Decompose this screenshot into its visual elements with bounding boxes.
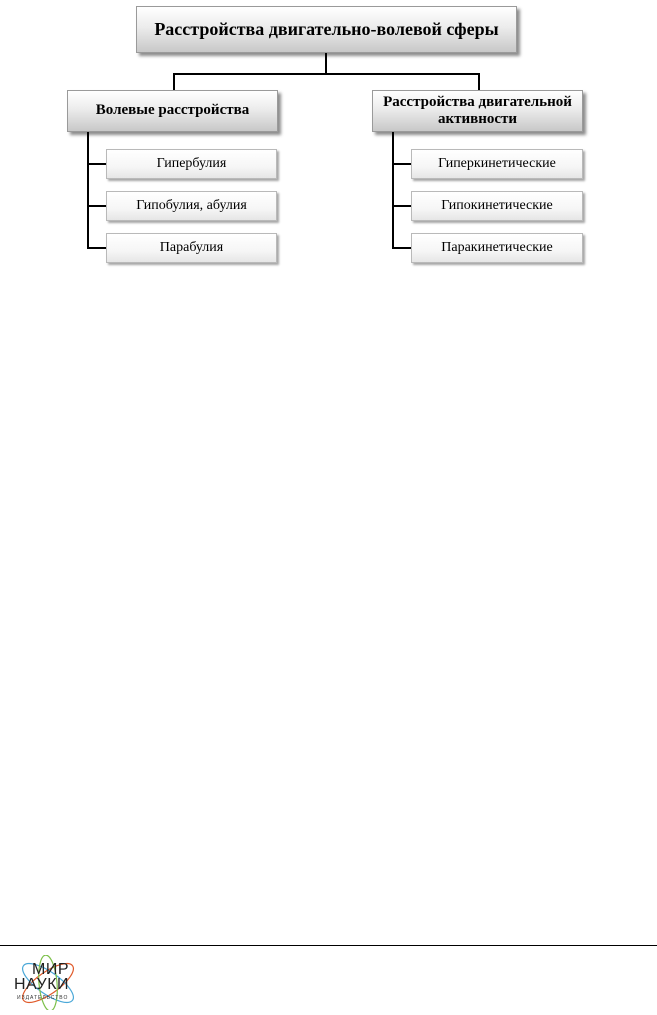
logo-word-top: МИР bbox=[32, 961, 69, 978]
leaf-node: Паракинетические bbox=[411, 233, 583, 263]
leaf-node: Парабулия bbox=[106, 233, 277, 263]
footer-divider bbox=[0, 945, 657, 946]
logo-word-main: НАУКИ bbox=[14, 976, 70, 993]
leaf-node: Гиперкинетические bbox=[411, 149, 583, 179]
publisher-logo bbox=[10, 955, 90, 1010]
branch-node-motor-activity: Расстройства двигательной активности bbox=[372, 90, 583, 132]
leaf-node: Гипокинетические bbox=[411, 191, 583, 221]
logo-word-sub: ИЗДАТЕЛЬСТВО bbox=[17, 995, 69, 1001]
leaf-node: Гипобулия, абулия bbox=[106, 191, 277, 221]
branch-node-volitional: Волевые расстройства bbox=[67, 90, 278, 132]
root-node: Расстройства двигательно-волевой сферы bbox=[136, 6, 517, 53]
leaf-node: Гипербулия bbox=[106, 149, 277, 179]
